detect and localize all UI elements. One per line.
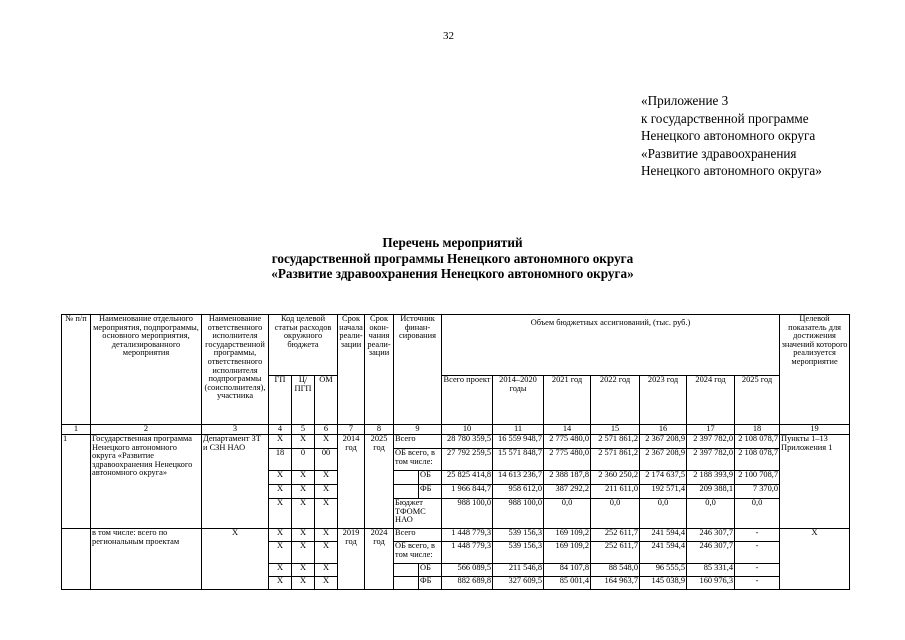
code-gp: 18 — [269, 449, 292, 471]
amount-2014-2020: 539 156,3 — [493, 542, 544, 564]
header-code-gp: ГП — [269, 376, 292, 425]
end-year: 2025 год — [365, 435, 394, 529]
amount-2021: 85 001,4 — [544, 577, 591, 590]
activity-name: Государственная программа Ненецкого автономного округа «Развитие здравоохранения Ненецкого автономного округа» — [91, 435, 202, 529]
funding-source: ОБ — [419, 471, 442, 485]
amount-2021: 169 109,2 — [544, 542, 591, 564]
table-header-row — [62, 315, 850, 376]
start-year: 2019 год — [338, 529, 365, 590]
amount-2022: 2 360 250,2 — [591, 471, 640, 485]
header-target: Целевой показатель для достижения значений которого реализуется мероприятие — [780, 315, 850, 425]
amount-total: 1 966 844,7 — [442, 485, 493, 499]
target-indicator: X — [780, 529, 850, 590]
amount-total: 1 448 779,3 — [442, 529, 493, 542]
title-line: «Развитие здравоохранения Ненецкого автономного округа» — [271, 266, 634, 281]
header-2023: 2023 год — [640, 376, 687, 425]
amount-2014-2020: 14 613 236,7 — [493, 471, 544, 485]
start-year: 2014 год — [338, 435, 365, 529]
code-pgp: 0 — [292, 449, 315, 471]
amount-2014-2020: 15 571 848,7 — [493, 449, 544, 471]
amount-2022: 2 571 861,2 — [591, 449, 640, 471]
amount-2014-2020: 958 612,0 — [493, 485, 544, 499]
document-title — [0, 235, 905, 282]
appendix-line: «Приложение 3 — [641, 93, 729, 108]
amount-2014-2020: 327 609,5 — [493, 577, 544, 590]
header-2014-2020: 2014–2020 годы — [493, 376, 544, 425]
amount-2023: 241 594,4 — [640, 529, 687, 542]
row-number: 1 — [62, 435, 91, 529]
page-number: 32 — [443, 30, 454, 42]
header-2024: 2024 год — [687, 376, 735, 425]
amount-2023: 241 594,4 — [640, 542, 687, 564]
amount-2025: 7 370,0 — [735, 485, 780, 499]
code-om: X — [315, 564, 338, 577]
column-number: 17 — [687, 425, 735, 435]
appendix-line: Ненецкого автономного округа — [641, 128, 816, 143]
header-code-group: Код целевой статьи расходов окружного бюджета — [269, 315, 338, 376]
column-number: 11 — [493, 425, 544, 435]
code-gp: X — [269, 577, 292, 590]
code-gp: X — [269, 542, 292, 564]
amount-total: 882 689,8 — [442, 577, 493, 590]
code-pgp: X — [292, 471, 315, 485]
header-total: Всего проект — [442, 376, 493, 425]
code-om: X — [315, 471, 338, 485]
code-om: X — [315, 542, 338, 564]
code-gp: X — [269, 471, 292, 485]
code-gp: X — [269, 529, 292, 542]
column-number: 3 — [202, 425, 269, 435]
appendix-line: «Развитие здравоохранения — [641, 145, 797, 161]
source-indent — [394, 485, 419, 499]
column-number: 1 — [62, 425, 91, 435]
amount-total: 1 448 779,3 — [442, 542, 493, 564]
amount-2014-2020: 988 100,0 — [493, 499, 544, 529]
amount-2021: 0,0 — [544, 499, 591, 529]
column-number: 6 — [315, 425, 338, 435]
amount-total: 988 100,0 — [442, 499, 493, 529]
column-number: 2 — [91, 425, 202, 435]
funding-source: ФБ — [419, 485, 442, 499]
amount-2014-2020: 16 559 948,7 — [493, 435, 544, 449]
code-gp: X — [269, 564, 292, 577]
code-gp: X — [269, 485, 292, 499]
appendix-line: Ненецкого автономного округа» — [641, 163, 822, 178]
amount-2025: 2 108 078,7 — [735, 449, 780, 471]
amount-2025: 0,0 — [735, 499, 780, 529]
executor: X — [202, 529, 269, 590]
header-num: № п/п — [62, 315, 91, 425]
code-om: 00 — [315, 449, 338, 471]
amount-2025: - — [735, 529, 780, 542]
amount-2024: 2 188 393,9 — [687, 471, 735, 485]
code-om: X — [315, 577, 338, 590]
amount-2023: 2 367 208,9 — [640, 435, 687, 449]
appendix-line: к государственной программе — [641, 110, 809, 126]
amount-total: 27 792 259,5 — [442, 449, 493, 471]
header-code-om: ОМ — [315, 376, 338, 425]
amount-2023: 145 038,9 — [640, 577, 687, 590]
amount-2022: 252 611,7 — [591, 542, 640, 564]
funding-source: ОБ всего, в том числе: — [394, 542, 442, 564]
end-year: 2024 год — [365, 529, 394, 590]
target-indicator: Пункты 1–13 Приложения 1 — [780, 435, 850, 529]
column-number: 9 — [394, 425, 442, 435]
amount-2024: 2 397 782,0 — [687, 449, 735, 471]
amount-2021: 84 107,8 — [544, 564, 591, 577]
activity-name: в том числе: всего по региональным проектам — [91, 529, 202, 590]
header-name: Наименование отдельного мероприятия, подпрограммы, основного мероприятия, детализированного мероприятия — [91, 315, 202, 425]
funding-source: Всего — [394, 529, 442, 542]
amount-2021: 2 388 187,8 — [544, 471, 591, 485]
code-pgp: X — [292, 499, 315, 529]
amount-2022: 252 611,7 — [591, 529, 640, 542]
amount-2025: 2 100 708,7 — [735, 471, 780, 485]
code-pgp: X — [292, 577, 315, 590]
executor: Департамент ЗТ и СЗН НАО — [202, 435, 269, 529]
amount-2014-2020: 539 156,3 — [493, 529, 544, 542]
header-2022: 2022 год — [591, 376, 640, 425]
code-om: X — [315, 529, 338, 542]
amount-2023: 0,0 — [640, 499, 687, 529]
amount-2024: 209 388,1 — [687, 485, 735, 499]
code-om: X — [315, 499, 338, 529]
code-gp: X — [269, 499, 292, 529]
header-volume-group: Объем бюджетных ассигнований, (тыс. руб.) — [442, 315, 780, 376]
appendix-header — [641, 92, 822, 180]
funding-source: Бюджет ТФОМС НАО — [394, 499, 442, 529]
amount-2022: 164 963,7 — [591, 577, 640, 590]
funding-source: ОБ всего, в том числе: — [394, 449, 442, 471]
amount-2025: 2 108 078,7 — [735, 435, 780, 449]
amount-2021: 169 109,2 — [544, 529, 591, 542]
row-number — [62, 529, 91, 590]
amount-total: 25 825 414,8 — [442, 471, 493, 485]
amount-2022: 2 571 861,2 — [591, 435, 640, 449]
amount-total: 28 780 359,5 — [442, 435, 493, 449]
amount-2022: 0,0 — [591, 499, 640, 529]
code-pgp: X — [292, 564, 315, 577]
code-gp: X — [269, 435, 292, 449]
code-pgp: X — [292, 435, 315, 449]
amount-2024: 246 307,7 — [687, 542, 735, 564]
column-number: 5 — [292, 425, 315, 435]
funding-source: Всего — [394, 435, 442, 449]
column-number: 19 — [780, 425, 850, 435]
column-number: 7 — [338, 425, 365, 435]
amount-2023: 2 367 208,9 — [640, 449, 687, 471]
amount-2025: - — [735, 542, 780, 564]
amount-2021: 2 775 480,0 — [544, 449, 591, 471]
header-start: Срок начала реали-зации — [338, 315, 365, 425]
amount-2024: 2 397 782,0 — [687, 435, 735, 449]
source-indent — [394, 471, 419, 485]
amount-2022: 211 611,0 — [591, 485, 640, 499]
column-number: 15 — [591, 425, 640, 435]
amount-2024: 160 976,3 — [687, 577, 735, 590]
header-source: Источник финан-сирования — [394, 315, 442, 425]
amount-2023: 192 571,4 — [640, 485, 687, 499]
title-line: Перечень мероприятий — [382, 235, 523, 250]
amount-2025: - — [735, 564, 780, 577]
amount-2023: 2 174 637,5 — [640, 471, 687, 485]
funding-source: ФБ — [419, 577, 442, 590]
amount-2024: 0,0 — [687, 499, 735, 529]
amount-2021: 387 292,2 — [544, 485, 591, 499]
source-indent — [394, 564, 419, 577]
code-om: X — [315, 485, 338, 499]
header-2021: 2021 год — [544, 376, 591, 425]
code-pgp: X — [292, 529, 315, 542]
code-om: X — [315, 435, 338, 449]
title-line: государственной программы Ненецкого автономного округа — [271, 250, 634, 266]
amount-2014-2020: 211 546,8 — [493, 564, 544, 577]
column-number: 4 — [269, 425, 292, 435]
source-indent — [394, 577, 419, 590]
code-pgp: X — [292, 485, 315, 499]
header-executor: Наименование ответственного исполнителя государственной программы, ответственного исполнителя подпрограммы (соисполнителя), участника — [202, 315, 269, 425]
amount-2025: - — [735, 577, 780, 590]
column-number: 18 — [735, 425, 780, 435]
table-row — [62, 435, 850, 449]
header-code-pgp: Ц/ ПГП — [292, 376, 315, 425]
table-row — [62, 529, 850, 542]
activities-table — [61, 314, 850, 590]
amount-2022: 88 548,0 — [591, 564, 640, 577]
funding-source: ОБ — [419, 564, 442, 577]
column-number: 10 — [442, 425, 493, 435]
amount-2024: 246 307,7 — [687, 529, 735, 542]
column-number: 14 — [544, 425, 591, 435]
amount-total: 566 089,5 — [442, 564, 493, 577]
amount-2023: 96 555,5 — [640, 564, 687, 577]
header-2025: 2025 год — [735, 376, 780, 425]
amount-2021: 2 775 480,0 — [544, 435, 591, 449]
amount-2024: 85 331,4 — [687, 564, 735, 577]
column-number: 8 — [365, 425, 394, 435]
column-number-row — [62, 425, 850, 435]
header-end: Срок окон-чания реали-зации — [365, 315, 394, 425]
code-pgp: X — [292, 542, 315, 564]
column-number: 16 — [640, 425, 687, 435]
